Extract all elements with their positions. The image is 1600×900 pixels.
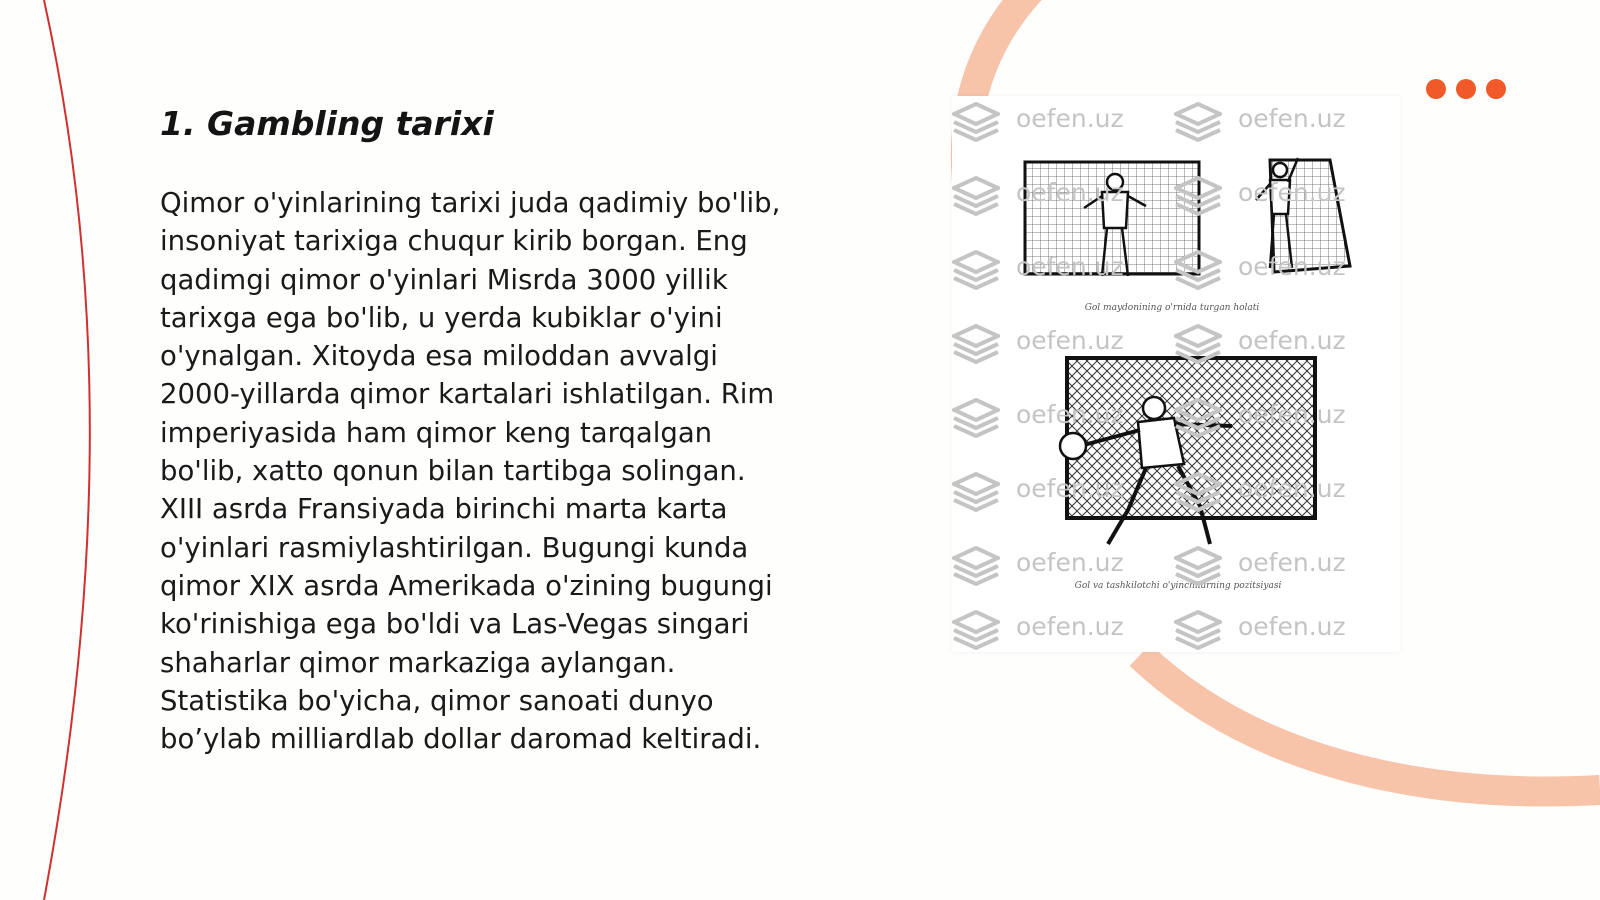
watermark-text: oefen.uz (1238, 474, 1346, 503)
watermark-text: oefen.uz (1016, 252, 1124, 281)
body-line: bo’ylab milliardlab dollar daromad keltiradi. (160, 723, 762, 756)
layers-icon (952, 398, 1000, 438)
dot-1 (1426, 79, 1446, 99)
watermark (952, 470, 1172, 510)
body-line: Qimor o'yinlarining tarixi juda qadimiy bo'lib, (160, 187, 781, 219)
body-line: o'yinlari rasmiylashtirilgan. Bugungi kunda (160, 531, 749, 564)
dot-2 (1456, 79, 1476, 99)
body-line: 2000-yillarda qimor kartalari ishlatilgan. Rim (160, 378, 775, 411)
slide-body (160, 184, 860, 758)
watermark-text: oefen.uz (1238, 548, 1346, 577)
body-line: insoniyat tarixiga chuqur kirib borgan. Eng (160, 225, 748, 258)
watermark-text: oefen.uz (1238, 400, 1346, 429)
watermark-text: oefen.uz (1238, 326, 1346, 355)
layers-icon (1174, 472, 1222, 512)
orange-arc-bottom (1140, 655, 1600, 791)
watermark (1174, 174, 1394, 214)
left-red-curve (44, 0, 90, 900)
body-line: Statistika bo'yicha, qimor sanoati dunyo (160, 684, 714, 717)
watermark-text: oefen.uz (1238, 104, 1346, 133)
body-line: qadimgi qimor o'yinlari Misrda 3000 yillik (160, 263, 728, 296)
layers-icon (1174, 398, 1222, 438)
watermark (952, 396, 1172, 436)
watermark (952, 100, 1172, 140)
watermark (1174, 396, 1394, 436)
layers-icon (952, 176, 1000, 216)
layers-icon (1174, 610, 1222, 650)
three-dots-icon (1426, 79, 1506, 99)
watermark (1174, 470, 1394, 510)
dot-3 (1486, 79, 1506, 99)
layers-icon (1174, 250, 1222, 290)
layers-icon (1174, 102, 1222, 142)
layers-icon (952, 324, 1000, 364)
body-line: ko'rinishiga ega bo'ldi va Las-Vegas singari (160, 608, 750, 641)
layers-icon (952, 546, 1000, 586)
watermark (952, 322, 1172, 362)
layers-icon (1174, 176, 1222, 216)
caption-top: Gol maydonining o'rnida turgan holati (1084, 303, 1260, 313)
watermark-text: oefen.uz (1016, 612, 1124, 641)
body-line: qimor XIX asrda Amerikada o'zining bugungi (160, 569, 773, 602)
watermark-text: oefen.uz (1016, 104, 1124, 133)
slide-title: 1. Gambling tarixi (160, 104, 494, 143)
layers-icon (952, 610, 1000, 650)
watermark (952, 608, 1172, 648)
watermark (1174, 248, 1394, 288)
body-line: o'ynalgan. Xitoyda esa miloddan avvalgi (160, 340, 718, 373)
watermark-text: oefen.uz (1016, 548, 1124, 577)
watermark (1174, 322, 1394, 362)
layers-icon (952, 102, 1000, 142)
watermark (952, 174, 1172, 214)
watermark-text: oefen.uz (1016, 400, 1124, 429)
caption-bottom: Gol va tashkilotchi o'yinchilarning pozitsiyasi (1074, 581, 1282, 591)
watermark (952, 248, 1172, 288)
watermark-text: oefen.uz (1238, 612, 1346, 641)
watermark-text: oefen.uz (1016, 474, 1124, 503)
body-line: XIII asrda Fransiyada birinchi marta karta (160, 493, 728, 526)
goalkeeper-illustration (952, 96, 1400, 652)
layers-icon (1174, 324, 1222, 364)
body-line: tarixga ega bo'lib, u yerda kubiklar o'yini (160, 301, 723, 334)
watermark (1174, 608, 1394, 648)
watermark (952, 544, 1172, 584)
watermark-text: oefen.uz (1238, 178, 1346, 207)
watermark (1174, 544, 1394, 584)
layers-icon (952, 472, 1000, 512)
layers-icon (952, 250, 1000, 290)
watermark-text: oefen.uz (1016, 326, 1124, 355)
watermark-text: oefen.uz (1238, 252, 1346, 281)
watermark (1174, 100, 1394, 140)
body-line: shaharlar qimor markaziga aylangan. (160, 646, 676, 679)
watermark-text: oefen.uz (1016, 178, 1124, 207)
body-line: imperiyasida ham qimor keng tarqalgan (160, 416, 713, 449)
body-line: bo'lib, xatto qonun bilan tartibga solingan. (160, 455, 746, 488)
layers-icon (1174, 546, 1222, 586)
